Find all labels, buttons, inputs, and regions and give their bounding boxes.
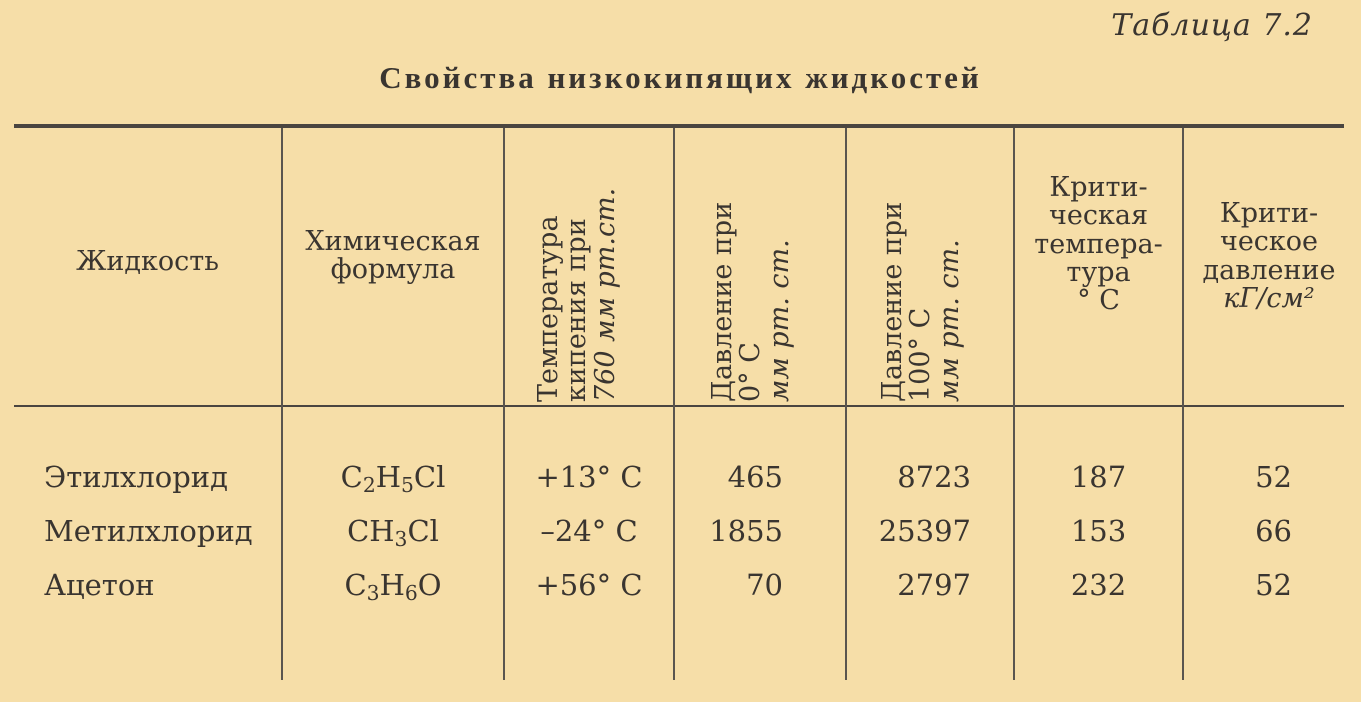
cell-boiling-temp: +56° С	[535, 568, 643, 602]
formula-element: Cl	[413, 460, 446, 494]
header-boiling-temp	[535, 132, 635, 402]
formula-element: Cl	[407, 514, 439, 548]
cell-critical-pressure: 66	[1255, 514, 1292, 548]
header-pressure-100c-line: 100° С	[905, 307, 937, 402]
header-boiling-line: Температура	[533, 215, 564, 402]
cell-critical-temp: 153	[1070, 514, 1127, 548]
header-pressure-100c	[879, 132, 979, 402]
header-boiling-line: кипения при	[561, 218, 593, 402]
header-critical-temp	[1015, 174, 1182, 316]
header-liquid-label: Жидкость	[76, 246, 219, 277]
formula-element: H	[379, 568, 405, 602]
header-critical-pressure-line: ческое	[1219, 226, 1319, 258]
header-boiling-line: 760 мм рт.ст.	[589, 187, 621, 402]
cell-liquid: Ацетон	[44, 568, 155, 602]
cell-pressure-0c: 1855	[709, 514, 783, 548]
header-critical-pressure-line: кГ/см²	[1223, 283, 1315, 315]
header-critical-pressure-line: давление	[1202, 254, 1336, 286]
cell-pressure-0c: 70	[746, 568, 783, 602]
header-pressure-0c-line: 0° С	[735, 342, 767, 402]
cell-pressure-100c: 25397	[878, 514, 971, 548]
cell-critical-temp: 187	[1070, 460, 1127, 494]
cell-pressure-100c: 2797	[897, 568, 971, 602]
cell-boiling-temp: –24° С	[540, 514, 638, 548]
table-title: Свойства низкокипящих жидкостей	[379, 60, 982, 95]
formula-element: O	[417, 568, 442, 602]
header-critical-temp-line: тура	[1066, 257, 1131, 289]
cell-formula	[283, 460, 503, 497]
header-formula-line: формула	[330, 254, 456, 286]
header-critical-temp-line: ческая	[1049, 200, 1148, 232]
formula-subscript: 2	[362, 473, 376, 498]
cell-formula	[283, 568, 503, 605]
cell-critical-pressure: 52	[1255, 568, 1292, 602]
cell-boiling-temp: +13° С	[535, 460, 643, 494]
header-critical-pressure-line: Крити-	[1219, 198, 1319, 229]
header-formula	[283, 228, 503, 285]
table-number: Таблица 7.2	[1111, 8, 1313, 43]
header-liquid	[14, 248, 281, 276]
header-critical-temp-line: Крити-	[1049, 172, 1148, 203]
header-formula-line: Химическая	[305, 226, 481, 257]
header-pressure-100c-line: Давление при	[877, 201, 908, 402]
formula-element: C	[344, 568, 367, 602]
cell-pressure-0c: 465	[727, 460, 783, 494]
formula-element: H	[375, 460, 402, 494]
formula-subscript: 3	[366, 581, 380, 606]
header-critical-temp-line: ° С	[1077, 285, 1120, 317]
cell-pressure-100c: 8723	[897, 460, 971, 494]
formula-subscript: 3	[394, 527, 408, 552]
formula-element: C	[340, 460, 363, 494]
formula-subscript: 6	[404, 581, 418, 606]
header-pressure-0c-line: Давление при	[707, 201, 738, 402]
header-pressure-100c-line: мм рт. ст.	[933, 239, 965, 402]
header-critical-temp-line: темпера-	[1034, 228, 1163, 260]
table-header-rule	[14, 405, 1344, 407]
cell-liquid: Этилхлорид	[44, 460, 228, 494]
formula-subscript: 5	[401, 473, 414, 498]
cell-liquid: Метилхлорид	[44, 514, 253, 548]
cell-critical-temp: 232	[1070, 568, 1127, 602]
header-pressure-0c-line: мм рт. ст.	[763, 239, 795, 402]
cell-critical-pressure: 52	[1255, 460, 1292, 494]
header-critical-pressure	[1184, 200, 1354, 313]
cell-formula	[283, 514, 503, 551]
table-top-rule	[14, 124, 1344, 128]
formula-element: CH	[347, 514, 395, 548]
header-pressure-0c	[709, 132, 809, 402]
